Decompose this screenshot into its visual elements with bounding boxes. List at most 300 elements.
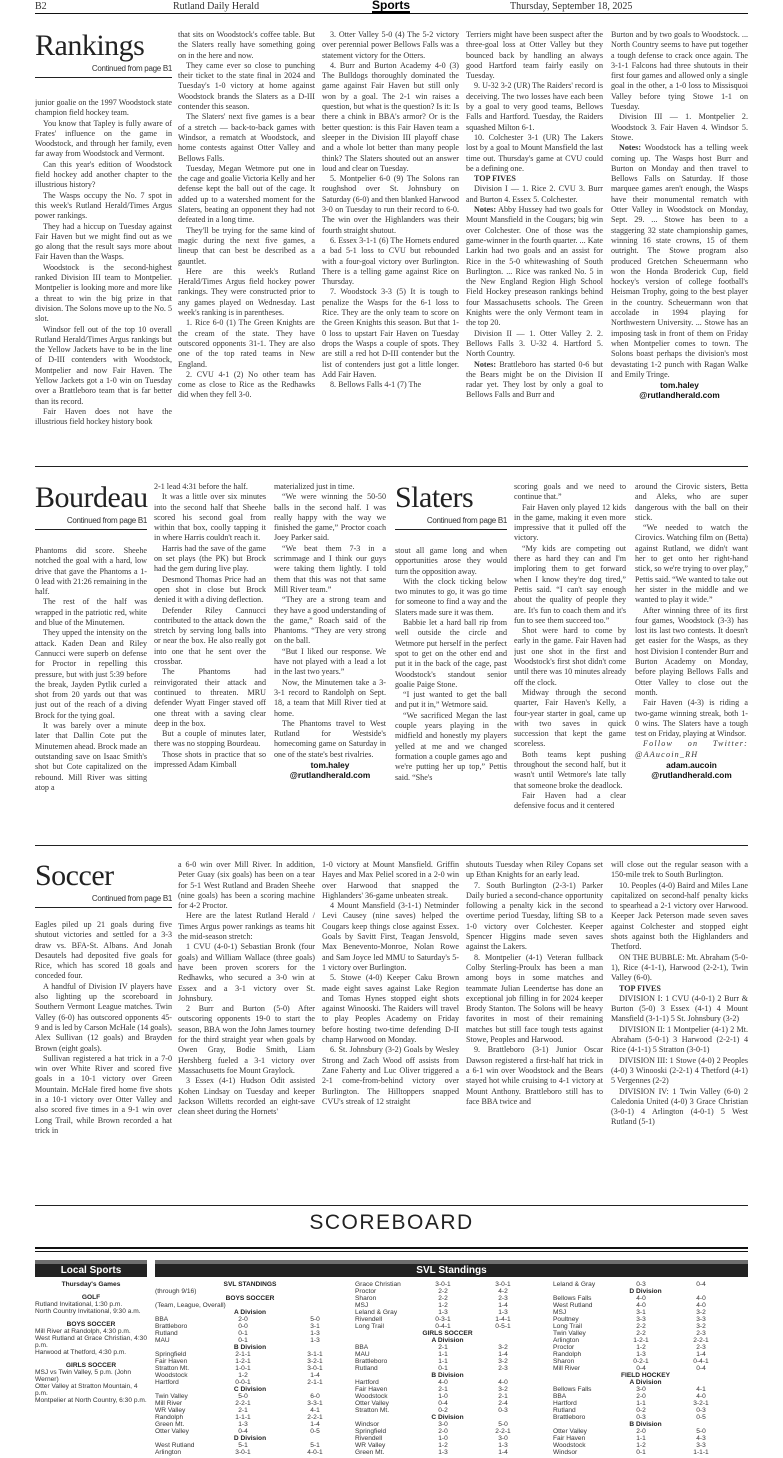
- league-record: 0-1: [238, 1337, 248, 1344]
- overall-record: 2-2-1: [495, 1428, 511, 1435]
- team-name: Windsor: [355, 1421, 380, 1428]
- schedule-heading: Thursday's Games: [61, 1281, 121, 1288]
- scoreboard-title: SCOREBOARD: [309, 1211, 474, 1234]
- standings-row: [553, 1295, 738, 1302]
- story-header: [35, 30, 172, 78]
- standings-row: [355, 1358, 540, 1365]
- team-name: Woodstock: [355, 1393, 388, 1400]
- standings-row: [355, 1295, 540, 1302]
- standings-row: [553, 1309, 738, 1316]
- league-record: 1-3: [238, 1421, 248, 1428]
- team-name: Springfield: [355, 1428, 387, 1435]
- league-record: 0-4: [238, 1428, 248, 1435]
- league-record: 3-0: [438, 1421, 448, 1428]
- team-name: Stratton Mt.: [355, 1407, 390, 1414]
- team-name: Proctor: [355, 1288, 377, 1295]
- standings-row: [355, 1393, 540, 1400]
- continued-from: Continued from page B1: [35, 516, 147, 530]
- column: Phantoms did score. Sheehe notched the goal with a hard, low drive that gave the Phantoms a 1-0 lead with 21:26 remaining in the half. The rest of the half was wrapped in the patriotic red, white and blue of the Minutemen. They upped the intensity on the attack. Kaden Dean and Riley Cannucci were superb on defense for Proctor in repelling this pressure, but with just 5:39 before the break, Jayden Pytlik curled a shot from 20 yards out that was just out of the reach of a diving Brock for the tying goal. It was barely over a minute later that Dallin Cote put the Minutemen ahead. Brock made an outstanding save on Isaac Smith's shot but Cote capitalized on the rebound. Mill River was sitting atop a: [35, 546, 147, 792]
- column: stout all game long and when opportunities arose they would turn the opposition away. With the clock ticking below two minutes to go, it was go time for someone to find a way and the Slaters made sure it was them. Babbie let a hard ball rip from well outside the circle and Wetmore put herself in the perfect spot to get on the other end and put it in the back of the cage, past Woodstock's standout senior goalie Paige Stone. “I just wanted to get the ball and put it in,” Wetmore said. “We sacrificed Megan the last couple years playing in the midfield and honestly my players yelled at me and we changed formation a couple games ago and we're putting her up top,” Pettis said. “She's: [395, 546, 507, 782]
- league-record: 0-0-1: [235, 1379, 251, 1386]
- division-header: B Division: [431, 1372, 464, 1379]
- division-header: C Division: [431, 1414, 464, 1421]
- column: Burton and by two goals to Woodstock. ... North Country seems to have put together a tough defense to crack once again. The 3-1-1 Falcons had three shutouts in their first four games and allowed only a single goal in the other, a 1-0 loss to Missisquoi Valley before tying Stowe 1-1 on Tuesday. Division III — 1. Montpelier 2. Woodstock 3. Fair Haven 4. Windsor 5. Stowe. Notes: Woodstock has a telling week coming up. The Wasps host Burr and Burton on Monday and then travel to Bellows Falls on Saturday. If those marquee games aren't enough, the Wasps have their monumental rematch with Otter Valley in Woodstock on Monday, Sept. 29. ... Stowe has been to a staggering 32 state championship games, winning 16 state crowns, 15 of them outright. The Stowe program also produced Gretchen Scheuermann who won the Honda Broderick Cup, field hockey's version of college football's Heisman Trophy, going to the best player in the country. Scheuermann won that accolade in 1994 playing for Northwestern University. ... Stowe has an imposing task in front of them on Friday when Montpelier comes to town. The Solons boast perhaps the division's most devastating 1-2 punch with Ragan Walke and Emily Tringe. tom.haley @rutlandherald.com: [611, 30, 748, 401]
- masthead: [35, 0, 748, 14]
- column: scoring goals and we need to continue that.” Fair Haven only played 12 kids in the game, making it even more impressive that it pulled off the victory. “My kids are competing out there as hard they can and I'm imploring them to get forward when I know they're dog tired,” Pettis said. “I can't say enough about the quality of people they are. It's fun to coach them and it's fun to see them succeed too.” Shot were hard to come by early in the game. Fair Haven had just one shot in the first and Woodstock's first shot didn't come until there was 10 minutes already off the clock. Midway through the second quarter, Fair Haven's Kelly, a four-year starter in goal, came up with two saves in quick succession that kept the game scoreless. Both teams kept pushing throughout the second half, but it wasn't until Wetmore's late tally that someone broke the deadlock. Fair Haven had a clear defensive focus and it centered: [514, 482, 626, 811]
- league-record: 4-0: [636, 1302, 646, 1309]
- overall-record: 1-3: [498, 1309, 508, 1316]
- team-name: Woodstock: [553, 1442, 586, 1449]
- story-slaters: [395, 482, 748, 822]
- standings-row: [553, 1393, 738, 1400]
- column: around the Cirovic sisters, Betta and Aleks, who are super dangerous with the ball on their stick. “We needed to watch the Cirovics. Watching film on (Betta) against Rutland, we didn't want her to get onto her right-hand stick, so we're trying to over play,” Pettis said. “We wanted to take out her sister in the middle and we wanted to play it wide.” After winning three of its first four games, Woodstock (3-3) has lost its last two contests. It doesn't get easier for the Wasps, as they host Division I contender Burr and Burton Academy on Monday, before playing Bellows Falls and Otter Valley to close out the month. Fair Haven (4-3) is riding a two-game winning streak, both 1-0 wins. The Slaters have a tough test on Friday, playing at Windsor. Follow on Twitter: @AAucoin_RH adam.aucoin @rutlandherald.com: [635, 482, 748, 781]
- overall-record: 1-4: [498, 1449, 508, 1456]
- standings-row: [553, 1435, 738, 1442]
- league-record: 2-2: [636, 1323, 646, 1330]
- standings-row: [553, 1281, 738, 1288]
- division-header: A Division: [234, 1309, 266, 1316]
- league-record: 0-4: [636, 1365, 646, 1372]
- team-name: Rutland: [155, 1330, 178, 1337]
- standings-list: [355, 1281, 540, 1456]
- standings-row: [355, 1302, 540, 1309]
- story-rankings: [35, 30, 748, 440]
- league-record: 2-1-1: [235, 1351, 251, 1358]
- standings-row: [355, 1281, 540, 1288]
- league-record: 4-0: [636, 1295, 646, 1302]
- byline-email: @rutlandherald.com: [289, 770, 371, 781]
- team-name: West Rutland: [155, 1442, 195, 1449]
- team-name: Brattleboro: [553, 1414, 586, 1421]
- league-record: 2-0: [636, 1428, 646, 1435]
- overall-record: 1-4: [498, 1351, 508, 1358]
- league-record: 3-0-1: [235, 1449, 251, 1456]
- team-name: MSJ: [355, 1302, 369, 1309]
- team-name: Otter Valley: [155, 1428, 189, 1435]
- twitter-handle: Follow on Twitter: @AAucoin_RH: [635, 739, 748, 759]
- overall-record: 0-3: [696, 1407, 706, 1414]
- standings-row: [355, 1428, 540, 1435]
- overall-record: 1-3: [310, 1330, 320, 1337]
- league-record: 1-1-1: [235, 1414, 251, 1421]
- team-name: Bellows Falls: [553, 1295, 592, 1302]
- league-record: 0-1: [238, 1330, 248, 1337]
- standings-row: [553, 1337, 738, 1344]
- standings-row: [155, 1372, 345, 1379]
- overall-record: 1-1-1: [693, 1449, 709, 1456]
- team-name: Woodstock: [155, 1372, 188, 1379]
- league-record: 0-2: [438, 1407, 448, 1414]
- byline-email: @rutlandherald.com: [651, 770, 732, 781]
- standings-row: [155, 1337, 345, 1344]
- division-header: A Division: [629, 1379, 662, 1386]
- overall-record: 0-3: [498, 1407, 508, 1414]
- overall-record: 3-1: [310, 1323, 320, 1330]
- league-record: 1-2: [636, 1442, 646, 1449]
- standings-row: [553, 1302, 738, 1309]
- overall-record: 3-2: [696, 1323, 706, 1330]
- team-name: MSJ: [553, 1309, 567, 1316]
- team-name: Brattleboro: [355, 1358, 388, 1365]
- standings-row: [355, 1386, 540, 1393]
- team-name: Bellows Falls: [553, 1386, 592, 1393]
- team-name: MAU: [355, 1351, 370, 1358]
- team-name: Leland & Gray: [553, 1281, 596, 1288]
- team-name: BBA: [155, 1316, 169, 1323]
- standings-row: [155, 1323, 345, 1330]
- column: junior goalie on the 1997 Woodstock state champion field hockey team. You know that Tapley is fully aware of Frates' influence on the game in Woodstock, and through her family, even far away from Woodstock and Vermont. Can this year's edition of Woodstock field hockey add another chapter to the illustrious history? The Wasps occupy the No. 7 spot in this week's Rutland Herald/Times Argus power rankings. They had a hiccup on Tuesday against Fair Haven but we might find out as we go along that the result says more about Fair Haven than the Wasps. Woodstock is the second-highest ranked Division III team to Montpelier. Montpelier is looking more and more like a threat to win the big prize in that division. The Solons move up to the No. 5 slot. Windsor fell out of the top 10 overall Rutland Herald/Times Argus rankings but the Yellow Jackets have to be in the line of D-III contenders with Woodstock, Montpelier and now Fair Haven. The Yellow Jackets got a 1-0 win on Tuesday over a Brattleboro team that is far better than its record. Fair Haven does not have the illustrious field hockey history book: [35, 98, 172, 427]
- byline: adam.aucoin: [666, 760, 717, 771]
- standings-row: [355, 1407, 540, 1414]
- team-name: Sharon: [553, 1358, 575, 1365]
- league-record: 1-0-1: [235, 1365, 251, 1372]
- division-header: D Division: [629, 1288, 662, 1295]
- story-soccer: [35, 860, 748, 1190]
- overall-record: 5-1: [310, 1442, 320, 1449]
- standings-row: [553, 1316, 738, 1323]
- league-record: 0-2: [636, 1407, 646, 1414]
- team-name: West Rutland: [553, 1302, 593, 1309]
- team-name: Randolph: [155, 1414, 184, 1421]
- league-record: 1-3: [438, 1309, 448, 1316]
- overall-record: 1-4-1: [495, 1316, 511, 1323]
- standings-row: [355, 1288, 540, 1295]
- league-record: 1-2: [238, 1372, 248, 1379]
- section-name: Sports: [372, 0, 411, 12]
- overall-record: 3-2: [696, 1309, 706, 1316]
- story-header: [395, 482, 507, 530]
- standings-row: [553, 1323, 738, 1330]
- column: Eagles piled up 21 goals during five shutout victories and settled for a 3-3 draw vs. BFA-St. Albans. And Jonah Desautels had deposited five goals for Rice, which has scored 18 goals and conceded four. A handful of Division IV players have also lighting up the scoreboard in Southern Vermont League matches. Twin Valley (6-0) has outscored opponents 45-9 and is led by Carson McHale (14 goals), Alex Sullivan (12 goals) and Brayden Brown (eight goals). Sullivan registered a hat trick in a 7-0 win over White River and scored five goals in a 10-1 victory over Green Mountain. McHale fired home five shots in a 10-1 victory over Otter Valley and also scored five times in a 9-1 win over Long Trail, while Brown recorded a hat trick in: [35, 920, 172, 1135]
- league-record: 1-0: [438, 1393, 448, 1400]
- overall-record: 6-0: [310, 1393, 320, 1400]
- overall-record: 3-2: [498, 1386, 508, 1393]
- standings-heading: SVL STANDINGS: [223, 1281, 277, 1288]
- league-record: 0-4: [438, 1400, 448, 1407]
- standings-row: [553, 1414, 738, 1421]
- team-name: Hartford: [553, 1400, 577, 1407]
- team-name: MAU: [155, 1337, 170, 1344]
- league-record: 1-2-1: [235, 1358, 251, 1365]
- svl-standings-column: [553, 1281, 738, 1456]
- division-header: B Division: [629, 1421, 662, 1428]
- overall-record: 3-2-1: [307, 1358, 323, 1365]
- standings-row: [355, 1316, 540, 1323]
- page-number: B2: [35, 1, 47, 12]
- divider: [35, 1205, 748, 1206]
- overall-record: 1-4: [498, 1302, 508, 1309]
- league-record: 2-0: [636, 1393, 646, 1400]
- overall-record: 3-2: [498, 1344, 508, 1351]
- standings-row: [355, 1379, 540, 1386]
- team-name: Grace Christian: [355, 1281, 401, 1288]
- team-name: Twin Valley: [553, 1330, 586, 1337]
- divider: [35, 1251, 748, 1252]
- league-record: 2-2-1: [235, 1400, 251, 1407]
- league-record: 2-0: [238, 1316, 248, 1323]
- team-name: Mill River: [155, 1400, 183, 1407]
- standings-list: [553, 1281, 738, 1456]
- league-record: 0-3-1: [435, 1316, 451, 1323]
- overall-record: 4-0: [696, 1393, 706, 1400]
- standings-row: [553, 1365, 738, 1372]
- team-name: Arlington: [553, 1337, 580, 1344]
- team-name: WR Valley: [155, 1407, 186, 1414]
- overall-record: 1-3: [498, 1442, 508, 1449]
- overall-record: 3-2-1: [693, 1400, 709, 1407]
- overall-record: 2-3: [696, 1344, 706, 1351]
- overall-record: 2-1-1: [307, 1379, 323, 1386]
- byline-email: @rutlandherald.com: [639, 390, 720, 401]
- team-name: Green Mt.: [155, 1421, 185, 1428]
- overall-record: 4-3: [696, 1435, 706, 1442]
- standings-row: [355, 1351, 540, 1358]
- paper-name: Rutland Daily Herald: [173, 1, 260, 12]
- league-record: 2-0: [438, 1428, 448, 1435]
- standings-row: [155, 1428, 345, 1435]
- overall-record: 5-0: [310, 1316, 320, 1323]
- team-name: Springfield: [155, 1351, 187, 1358]
- standings-row: [355, 1421, 540, 1428]
- overall-record: 4-0: [696, 1295, 706, 1302]
- local-sports-schedule: Thursday's Games GOLF Rutland Invitational, 1:30 p.m. North Country Invitational, 9:30 a.m. BOYS SOCCER Mill River at Randolph, 4:30 p.m. West Rutland at Grace Christian, 4:30 p.m. Harwood at Thetford, 4:30 p.m. GIRLS SOCCER MSJ vs Twin Valley, 5 p.m. (John Werner) Otter Valley at Stratton Mountain, 4 p.m. Montpelier at North Country, 6:30 p.m.: [35, 1281, 147, 1404]
- standings-row: [155, 1379, 345, 1386]
- team-name: WR Valley: [355, 1442, 386, 1449]
- standings-row: [553, 1351, 738, 1358]
- league-record: 2-1: [238, 1407, 248, 1414]
- overall-record: 2-3: [498, 1365, 508, 1372]
- story-title: Rankings: [35, 29, 145, 62]
- overall-record: 0-5: [696, 1414, 706, 1421]
- overall-record: 2-3: [696, 1330, 706, 1337]
- column: 1-0 victory at Mount Mansfield. Griffin Hayes and Max Peliel scored in a 2-0 win over Harwood that snapped the Highlanders' 36-game unbeaten streak. 4 Mount Mansfield (3-1-1) Netminder Levi Causey (nine saves) helped the Cougars keep things close against Essex. Goals by Savitt First, Teagan Jensvold, Max Benevento-Monroe, Nolan Rowe and Sam Joyce led MMU to Saturday's 5-1 victory over Burlington. 5. Stowe (4-0) Keeper Caku Brown made eight saves against Lake Region and Tomas Hynes stopped eight shots against Winooski. The Raiders will travel to play Peoples Academy on Friday before hosting two-time defending D-II champ Harwood on Monday. 6. St. Johnsbury (3-2) Goals by Wesley Strong and Zach Wood off assists from Zane Faherty and Luc Oliver triggered a 2-1 come-from-behind victory over Burlington. The Hilltoppers snapped CVU's streak of 12 straight: [322, 860, 459, 1106]
- league-record: 1-1: [636, 1435, 646, 1442]
- team-name: Leland & Gray: [355, 1309, 398, 1316]
- svl-standings-column: [355, 1281, 540, 1456]
- league-record: 0-1: [438, 1365, 448, 1372]
- story-title: Slaters: [395, 481, 474, 514]
- team-name: Brattleboro: [155, 1323, 188, 1330]
- division-header: A Division: [431, 1337, 464, 1344]
- league-record: 3-0: [636, 1386, 646, 1393]
- standings-row: [553, 1407, 738, 1414]
- overall-record: 3-0: [498, 1435, 508, 1442]
- sport-header: FIELD HOCKEY: [620, 1372, 671, 1379]
- league-record: 0-3: [636, 1281, 646, 1288]
- overall-record: 4-1: [310, 1407, 320, 1414]
- team-name: Hartford: [355, 1379, 379, 1386]
- overall-record: 4-0-1: [307, 1449, 323, 1456]
- standings-row: [355, 1365, 540, 1372]
- league-record: 0-1: [636, 1449, 646, 1456]
- team-name: Fair Haven: [553, 1435, 586, 1442]
- overall-record: 4-0: [696, 1302, 706, 1309]
- overall-record: 2-2-1: [693, 1337, 709, 1344]
- subhead-top-fives: TOP FIVES: [619, 983, 661, 993]
- standings-row: [155, 1414, 345, 1421]
- svl-standings-column: SVL STANDINGS (through 9/16) BOYS SOCCER (Team, League, Overall) A Division BBA 2-0 5-0 Brattleboro 0-0 3-1 Rutland 0-1 1-3 MAU 0-1 1-3 B Division Springfield 2-1-1 3-1-1 Fair Haven 1-2-1 3-2-1 Stratton Mt. 1-0-1 3-0-1 Woodstock 1-2 1-4 Hartford 0-0-1 2-1-1 C Division Twin Valley 5-0 6-0 Mill River 2-2-1 3-3-1 WR Valley 2-1 4-1 Randolph 1-1-1 2-2-1 Green Mt. 1-3 1-4 Otter Valley 0-4 0-5 D Division West Rutland 5-1 5-1 Arlington 3-0-1 4-0-1: [155, 1281, 345, 1456]
- league-record: 0-2-1: [633, 1358, 649, 1365]
- overall-record: 4-0: [498, 1379, 508, 1386]
- league-record: 3-0-1: [435, 1281, 451, 1288]
- standings-row: [155, 1400, 345, 1407]
- standings-row: [155, 1365, 345, 1372]
- league-record: 0-4-1: [435, 1323, 451, 1330]
- overall-record: 1-4: [310, 1372, 320, 1379]
- team-name: BBA: [553, 1393, 567, 1400]
- league-record: 2-1: [438, 1344, 448, 1351]
- overall-record: 0-4: [696, 1281, 706, 1288]
- league-record: 3-1: [636, 1309, 646, 1316]
- overall-record: 1-3: [310, 1337, 320, 1344]
- standings-row: [155, 1393, 345, 1400]
- column: Terriers might have been suspect after the three-goal loss at Otter Valley but they bounced back by handling an always good Hartford team fairly easily on Tuesday. 9. U-32 3-2 (UR) The Raiders' record is deceiving. The two losses have each been by a goal to very good teams, Bellows Falls and Hartford. Tuesday, the Raiders squashed Milton 6-1. 10. Colchester 3-1 (UR) The Lakers lost by a goal to Mount Mansfield the last time out. Thursday's game at CVU could be a defining one. TOP FIVES Division I — 1. Rice 2. CVU 3. Burr and Burton 4. Essex 5. Colchester. Notes: Abby Hussey had two goals for Mount Mansfield in the Cougars; big win over Colchester. One of those was the game-winner in the fourth quarter. ... Kate Larkin had two goals and an assist for Rice in the 5-0 whitewashing of South Burlington. ... Rice was ranked No. 5 in the New England Region High School Field Hockey preseason rankings behind four Massachusetts schools. The Green Knights were the only Vermont team in the top 20. Division II — 1. Otter Valley 2. 2. Bellows Falls 3. U-32 4. Hartford 5. North Country. Notes: Brattleboro has started 0-6 but the Bears might be on the Division II radar yet. They lost by only a goal to Bellows Falls and Burr and: [466, 30, 603, 400]
- column: shutouts Tuesday when Riley Copans set up Ethan Knights for an early lead. 7. South Burlington (2-3-1) Parker Daily buried a second-chance opportunity following a penalty kick in the second overtime period Tuesday, lifting SB to a 1-0 victory over Colchester. Keeper Spencer Higgins made seven saves against the Lakers. 8. Montpelier (4-1) Veteran fullback Colby Sterling-Proulx has been a man among boys in some matches and teammate Julian Leendertse has done an exceptional job filling in for 2024 keeper Brody Stanton. The Solons will be heavy favorites in most of their remaining matches but still face tough tests against Stowe, Peoples and Harwood. 9. Brattleboro (3-1) Junior Oscar Dawson registered a first-half hat trick in a 6-1 win over Woodstock and the Bears stayed hot while cruising to 4-1 victory at Mount Anthony. Brattleboro still has to face BBA twice and: [466, 860, 603, 1106]
- team-name: Otter Valley: [553, 1428, 587, 1435]
- overall-record: 0-5: [310, 1428, 320, 1435]
- overall-record: 5-0: [696, 1428, 706, 1435]
- league-record: 2-2: [438, 1288, 448, 1295]
- story-header: [35, 860, 172, 908]
- team-name: Randolph: [553, 1351, 582, 1358]
- overall-record: 1-4: [310, 1421, 320, 1428]
- column: materialized just in time. “We were winning the 50-50 balls in the second half. I was really happy with the way we finished the game,” Proctor coach Joey Parker said. “We beat them 7-3 in a scrimmage and I think our guys were taking them lightly. I told them that this was not that same Mill River team.” “They are a strong team and they have a good understanding of the game,” Roach said of the Phantoms. “They are very strong on the ball. “But I liked our response. We have not played with a lead a lot in the last two years.” Now, the Minutemen take a 3-3-1 record to Randolph on Sept. 18, a team that Mill River tied at home. The Phantoms travel to West Rutland for Westside's homecoming game on Saturday in one of the state's best rivalries. tom.haley @rutlandherald.com: [274, 482, 386, 781]
- overall-record: 3-3-1: [307, 1400, 323, 1407]
- team-name: Fair Haven: [355, 1386, 388, 1393]
- standings-row: [553, 1386, 738, 1393]
- overall-record: 3-2: [498, 1358, 508, 1365]
- overall-record: 0-4-1: [693, 1358, 709, 1365]
- column: a 6-0 win over Mill River. In addition, Peter Guay (six goals) has been on a tear for 5-1 West Rutland and Braden Sheehe (nine goals) has been a scoring machine for 4-2 Proctor. Here are the latest Rutland Herald / Times Argus power rankings as teams hit the mid-season stretch: 1 CVU (4-0-1) Sebastian Bronk (four goals) and William Wallace (three goals) have been proven scorers for the Redhawks, who secured a 3-0 win at Essex and a 3-1 victory over St. Johnsbury. 2 Burr and Burton (5-0) After outscoring opponents 19-0 to start the season, BBA won the John James tourney for the third straight year when goals by Owen Gray, Bodie Smith, Liam Hershberg fueled a 3-1 victory over Massachusetts foe Mount Graylock. 3 Essex (4-1) Hudson Odit assisted Kohen Lindsay on Tuesday and keeper Jackson Willetts recorded an eight-save clean sheet during the Hornets': [178, 860, 315, 1117]
- overall-record: 0-5-1: [495, 1323, 511, 1330]
- overall-record: 1-4: [696, 1351, 706, 1358]
- standings-row: [155, 1442, 345, 1449]
- team-name: Long Trail: [355, 1323, 384, 1330]
- svl-standings-header: SVL Standings: [155, 1260, 748, 1277]
- team-name: Rutland: [553, 1407, 576, 1414]
- team-name: Mill River: [553, 1365, 581, 1372]
- standings-row: [553, 1442, 738, 1449]
- team-name: Green Mt.: [355, 1449, 385, 1456]
- standings-row: [155, 1407, 345, 1414]
- overall-record: 3-3: [696, 1442, 706, 1449]
- team-name: Arlington: [155, 1449, 182, 1456]
- overall-record: 5-0: [498, 1421, 508, 1428]
- team-name: BBA: [355, 1344, 369, 1351]
- divider: [35, 845, 748, 846]
- league-record: 5-0: [238, 1393, 248, 1400]
- team-name: Rivendell: [355, 1316, 383, 1323]
- standings-row: [355, 1309, 540, 1316]
- column: will close out the regular season with a 150-mile trek to South Burlington. 10. Peoples (4-0) Baird and Miles Lane capitalized on second-half penalty kicks to spearhead a 2-1 victory over Harwood. Keeper Jack Peterson made seven saves against Colchester and stopped eight shots against both the Highlanders and Thetford. ON THE BUBBLE: Mt. Abraham (5-0-1), Rice (4-1-1), Harwood (2-2-1), Twin Valley (6-0). TOP FIVES DIVISION I: 1 CVU (4-0-1) 2 Burr & Burton (5-0) 3 Essex (4-1) 4 Mount Mansfield (3-1-1) 5 St. Johnsbury (3-2) DIVISION II: 1 Montpelier (4-1) 2 Mt. Abraham (5-0-1) 3 Harwood (2-2-1) 4 Rice (4-1-1) 5 Stratton (3-0-1) DIVISION III: 1 Stowe (4-0) 2 Peoples (4-0) 3 Winooski (2-2-1) 4 Thetford (4-1) 5 Vergennes (2-2) DIVISION IV: 1 Twin Valley (6-0) 2 Caledonia United (4-0) 3 Grace Christian (3-0-1) 4 Arlington (4-0-1) 5 West Rutland (5-1): [611, 860, 748, 1127]
- league-record: 1-1: [438, 1351, 448, 1358]
- division-header: C Division: [233, 1386, 267, 1393]
- standings-row: [553, 1344, 738, 1351]
- league-record: 4-0: [438, 1379, 448, 1386]
- overall-record: 2-3: [498, 1295, 508, 1302]
- team-name: Rutland: [355, 1365, 378, 1372]
- column: 3. Otter Valley 5-0 (4) The 5-2 victory over perennial power Bellows Falls was a statement victory for the Otters. 4. Burr and Burton Academy 4-0 (3) The Bulldogs thoroughly dominated the game against Fair Haven but still only won by a goal. The 2-1 win raises a question, but what is the question? Is it: Is there a chink in BBA's armor? Or is the better question: is this Fair Haven team a sleeper in the Division III playoff chase and a whole lot better than many people think? The Slaters shouted out an answer loud and clear on Tuesday. 5. Montpelier 6-0 (9) The Solons ran roughshod over St. Johnsbury on Saturday (6-0) and then blanked Harwood 3-0 on Tuesday to run their record to 6-0. The win over the Highlanders was their fourth straight shutout. 6. Essex 3-1-1 (6) The Hornets endured a bad 5-1 loss to CVU but rebounded with a four-goal victory over Burlington. There is a telling game against Rice on Thursday. 7. Woodstock 3-3 (5) It is tough to penalize the Wasps for the 6-1 loss to Rice. They are the only team to score on the Green Knights this season. But that 1-0 loss to upstart Fair Haven on Tuesday drops the Wasps a couple of spots. They are still a red hot D-III contender but the list of contenders just got a little longer. Add Fair Haven. 8. Bellows Falls 4-1 (7) The: [322, 30, 459, 390]
- overall-record: 3-3: [696, 1316, 706, 1323]
- byline: tom.haley: [310, 760, 350, 771]
- local-sports-header: Local Sports: [35, 1260, 147, 1277]
- team-name: Proctor: [553, 1344, 575, 1351]
- divider: [35, 1247, 748, 1249]
- continued-from: Continued from page B1: [35, 894, 172, 908]
- standings-row: [355, 1323, 540, 1330]
- team-name: Twin Valley: [155, 1393, 188, 1400]
- overall-record: 2-4: [498, 1400, 508, 1407]
- standings-row: [155, 1449, 345, 1456]
- league-record: 1-1: [438, 1358, 448, 1365]
- standings-row: [355, 1449, 540, 1456]
- team-name: Sharon: [355, 1295, 377, 1302]
- league-record: 1-3: [438, 1449, 448, 1456]
- story-title: Soccer: [35, 859, 114, 892]
- team-name: Rivendell: [355, 1435, 383, 1442]
- continued-from: Continued from page B1: [395, 516, 507, 530]
- subhead-top-fives: TOP FIVES: [474, 174, 516, 184]
- overall-record: 3-0-1: [495, 1281, 511, 1288]
- standings-list: [155, 1309, 345, 1456]
- standings-row: [355, 1344, 540, 1351]
- standings-row: [553, 1330, 738, 1337]
- division-header: B Division: [233, 1344, 267, 1351]
- team-name: Long Trail: [553, 1323, 582, 1330]
- standings-row: [355, 1442, 540, 1449]
- overall-record: 2-1: [498, 1393, 508, 1400]
- overall-record: 4-1: [696, 1386, 706, 1393]
- story-bourdeau: [35, 482, 385, 822]
- standings-row: [355, 1435, 540, 1442]
- story-header: [35, 482, 147, 530]
- overall-record: 2-2-1: [307, 1414, 323, 1421]
- league-record: 1-2: [438, 1442, 448, 1449]
- league-record: 1-0: [438, 1435, 448, 1442]
- league-record: 1-3: [636, 1351, 646, 1358]
- division-header: D Division: [233, 1435, 267, 1442]
- standings-row: [155, 1316, 345, 1323]
- overall-record: 4-2: [498, 1288, 508, 1295]
- team-name: Fair Haven: [155, 1358, 188, 1365]
- overall-record: 3-0-1: [307, 1365, 323, 1372]
- standings-row: [155, 1421, 345, 1428]
- story-title: Bourdeau: [35, 481, 148, 514]
- league-record: 1-2: [636, 1344, 646, 1351]
- league-record: 1-2-1: [633, 1337, 649, 1344]
- overall-record: 0-4: [696, 1365, 706, 1372]
- byline: tom.haley: [660, 380, 699, 391]
- sport-header: GIRLS SOCCER: [422, 1330, 473, 1337]
- standings-row: [355, 1400, 540, 1407]
- team-name: Stratton Mt.: [155, 1365, 190, 1372]
- league-record: 3-3: [636, 1316, 646, 1323]
- league-record: 0-0: [238, 1323, 248, 1330]
- team-name: Poultney: [553, 1316, 579, 1323]
- team-name: Hartford: [155, 1379, 179, 1386]
- continued-from: Continued from page B1: [35, 64, 172, 78]
- standings-row: [155, 1351, 345, 1358]
- league-record: 2-2: [438, 1295, 448, 1302]
- standings-row: [155, 1358, 345, 1365]
- standings-row: [553, 1400, 738, 1407]
- league-record: 1-1: [636, 1400, 646, 1407]
- standings-row: [553, 1428, 738, 1435]
- league-record: 0-3: [636, 1414, 646, 1421]
- league-record: 2-1: [438, 1386, 448, 1393]
- league-record: 2-2: [636, 1330, 646, 1337]
- standings-row: [155, 1330, 345, 1337]
